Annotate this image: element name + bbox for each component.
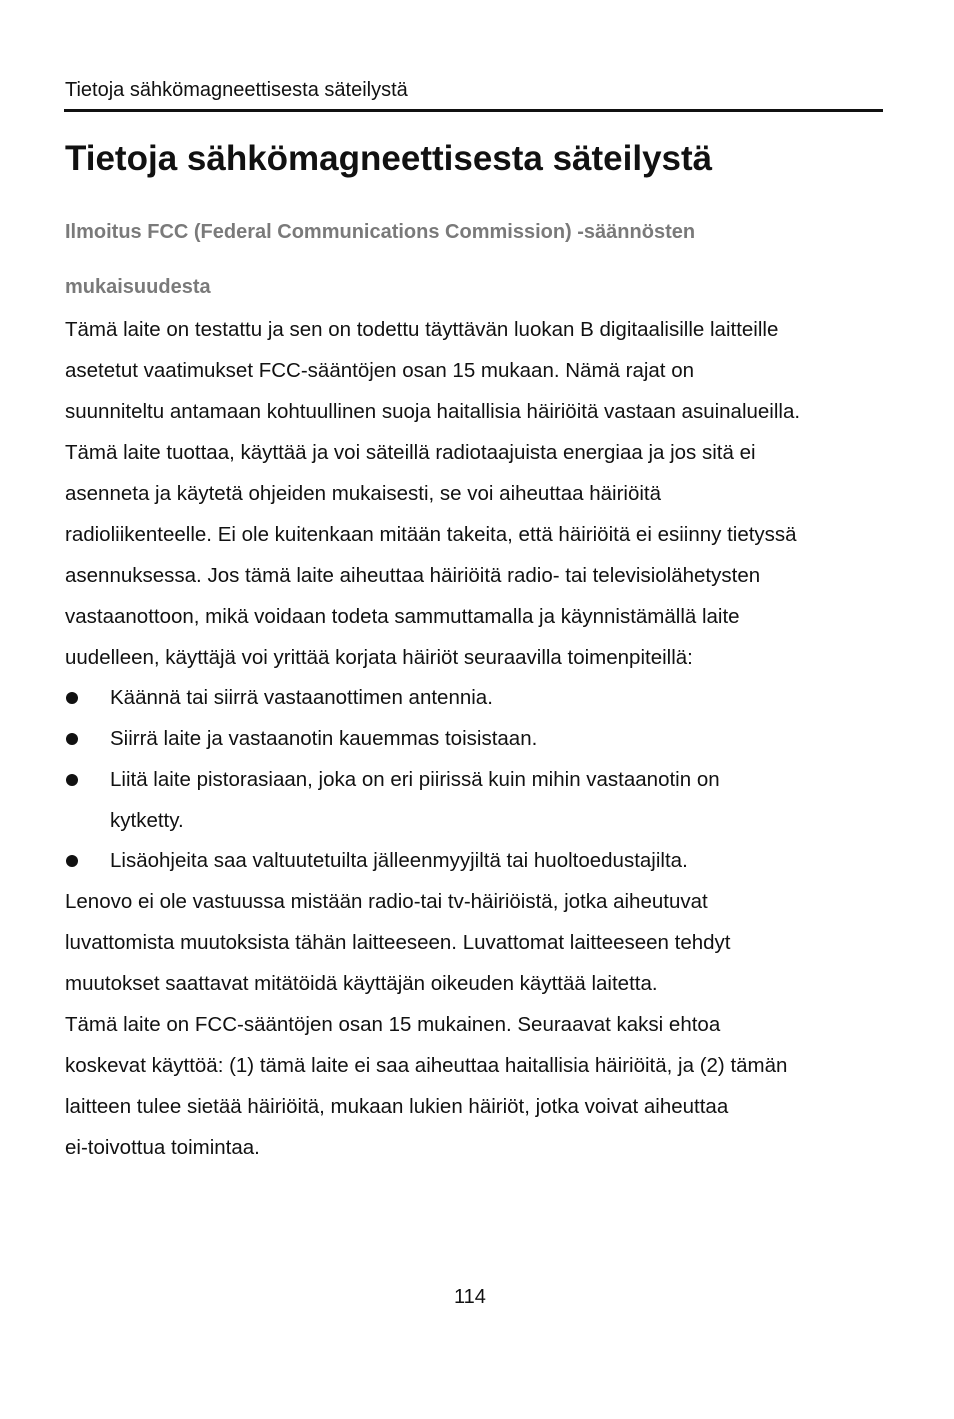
- header-rule: [64, 109, 883, 112]
- bullet-icon: [66, 855, 78, 867]
- paragraph-line: luvattomista muutoksista tähän laitteeseen. Luvattomat laitteeseen tehdyt: [65, 931, 731, 954]
- paragraph-line: suunniteltu antamaan kohtuullinen suoja haitallisia häiriöitä vastaan asuinalueilla.: [65, 400, 801, 423]
- bullet-icon: [66, 733, 78, 745]
- bullet-icon: [66, 692, 78, 704]
- paragraph-line: laitteen tulee sietää häiriöitä, mukaan lukien häiriöt, jotka voivat aiheuttaa: [65, 1095, 729, 1118]
- paragraph-line: koskevat käyttöä: (1) tämä laite ei saa aiheuttaa haitallisia häiriöitä, ja (2) tämän: [65, 1054, 788, 1077]
- paragraph-line: vastaanottoon, mikä voidaan todeta sammuttamalla ja käynnistämällä laite: [65, 605, 740, 628]
- page-title: Tietoja sähkömagneettisesta säteilystä: [65, 139, 713, 178]
- running-header: Tietoja sähkömagneettisesta säteilystä: [65, 79, 408, 101]
- paragraph-line: Tämä laite on FCC-sääntöjen osan 15 mukainen. Seuraavat kaksi ehtoa: [65, 1013, 721, 1036]
- paragraph-line: uudelleen, käyttäjä voi yrittää korjata häiriöt seuraavilla toimenpiteillä:: [65, 646, 693, 669]
- paragraph-line: asetetut vaatimukset FCC-sääntöjen osan 15 mukaan. Nämä rajat on: [65, 359, 694, 382]
- paragraph-line: asenneta ja käytetä ohjeiden mukaisesti, se voi aiheuttaa häiriöitä: [65, 482, 662, 505]
- page-number: 114: [454, 1286, 486, 1308]
- subheading-line: mukaisuudesta: [65, 276, 211, 298]
- paragraph-line: radioliikenteelle. Ei ole kuitenkaan mitään takeita, että häiriöitä ei esiinny tietyssä: [65, 523, 797, 546]
- list-item-text: Siirrä laite ja vastaanotin kauemmas toisistaan.: [110, 727, 538, 750]
- list-item-text: Käännä tai siirrä vastaanottimen antennia.: [110, 686, 493, 709]
- paragraph-line: Tämä laite tuottaa, käyttää ja voi säteillä radiotaajuista energiaa ja jos sitä ei: [65, 441, 756, 464]
- list-item-text: kytketty.: [110, 809, 184, 832]
- paragraph-line: Lenovo ei ole vastuussa mistään radio-tai tv-häiriöistä, jotka aiheutuvat: [65, 890, 708, 913]
- bullet-icon: [66, 774, 78, 786]
- list-item-text: Lisäohjeita saa valtuutetuilta jälleenmyyjiltä tai huoltoedustajilta.: [110, 849, 688, 872]
- paragraph-line: asennuksessa. Jos tämä laite aiheuttaa häiriöitä radio- tai televisiolähetysten: [65, 564, 761, 587]
- subheading-line: Ilmoitus FCC (Federal Communications Commission) -säännösten: [65, 221, 696, 243]
- list-item-text: Liitä laite pistorasiaan, joka on eri piirissä kuin mihin vastaanotin on: [110, 768, 720, 791]
- paragraph-line: ei-toivottua toimintaa.: [65, 1136, 260, 1159]
- paragraph-line: Tämä laite on testattu ja sen on todettu täyttävän luokan B digitaalisille laitteille: [65, 318, 779, 341]
- paragraph-line: muutokset saattavat mitätöidä käyttäjän oikeuden käyttää laitetta.: [65, 972, 658, 995]
